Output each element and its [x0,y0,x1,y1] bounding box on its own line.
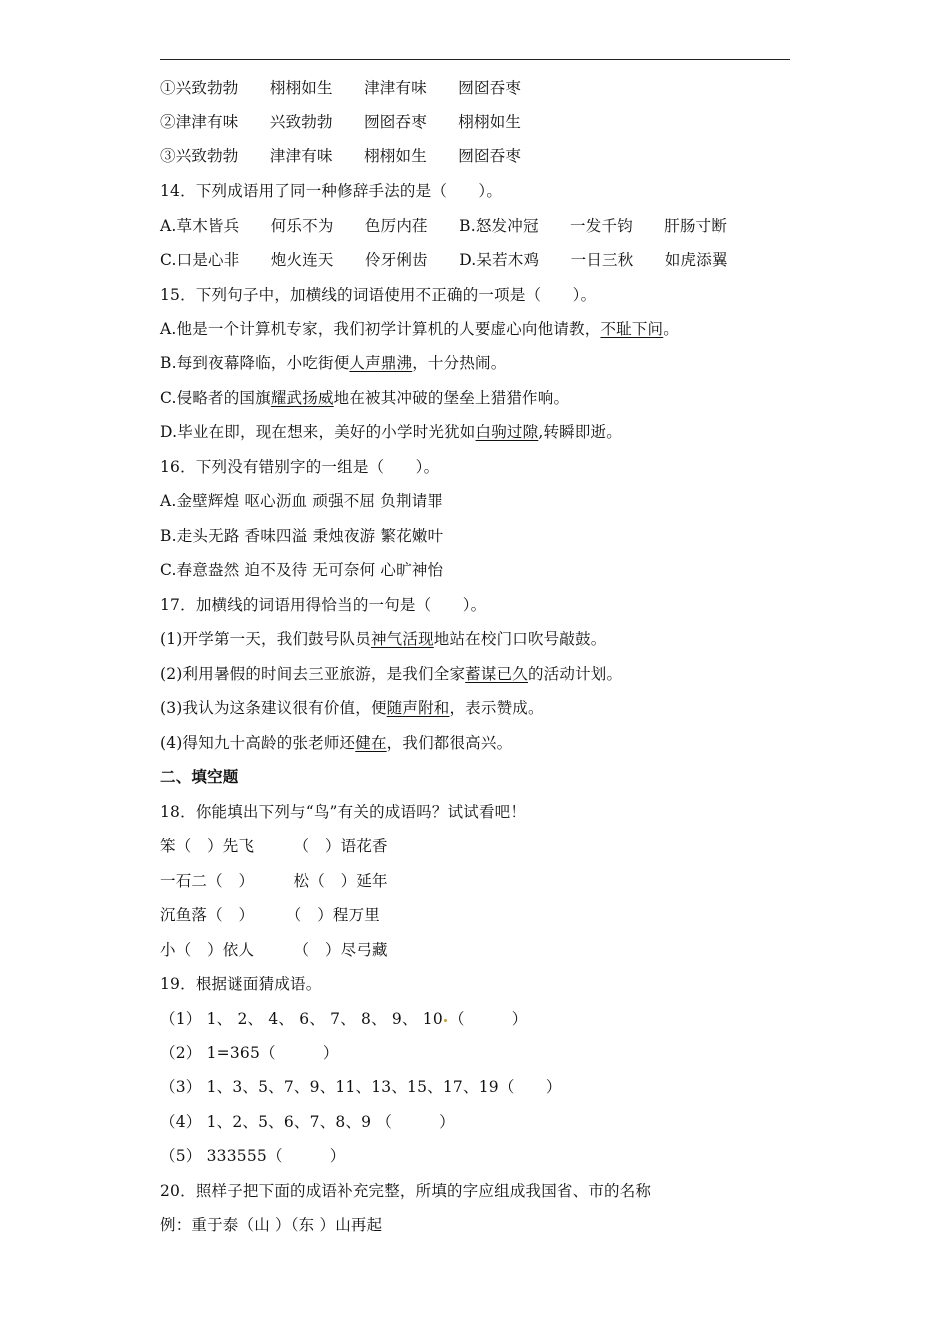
header-rule [160,59,790,60]
underlined-word: 蓄谋已久 [465,665,528,683]
q18-row-1: 笨（ ）先飞 （ ）语花香 [160,837,388,855]
q17-sentence-4: (4)得知九十高龄的张老师还健在，我们都很高兴。 [160,734,513,752]
q17-sentence-2: (2)利用暑假的时间去三亚旅游，是我们全家蓄谋已久的活动计划。 [160,665,623,683]
underlined-word: 随声附和 [386,699,450,717]
q17-sentence-3: (3)我认为这条建议很有价值，便随声附和，表示赞成。 [160,699,544,717]
q15-option-d: D.毕业在即，现在想来，美好的小学时光犹如白驹过隙,转瞬即逝。 [160,423,622,441]
q15-option-c: C.侵略者的国旗耀武扬威地在被其冲破的堡垒上猎猎作响。 [160,389,570,407]
q14-options-cd: C.口是心非 炮火连天 伶牙俐齿 D.呆若木鸡 一日三秋 如虎添翼 [160,251,728,269]
q20-example: 例：重于泰（山 ）（东 ）山再起 [160,1216,383,1234]
q19-item-5: （5） 333555（ ） [160,1147,346,1165]
q13-option-3: ③兴致勃勃 津津有味 栩栩如生 囫囵吞枣 [160,147,522,165]
q16-option-c: C.春意盎然 迫不及待 无可奈何 心旷神怡 [160,561,444,579]
underlined-word: 不耻下问 [600,320,664,338]
q18-row-2: 一石二（ ） 松（ ）延年 [160,872,388,890]
underlined-word: 耀武扬威 [270,389,334,407]
q13-option-2: ②津津有味 兴致勃勃 囫囵吞枣 栩栩如生 [160,113,522,131]
q18-row-3: 沉鱼落（ ） （ ）程万里 [160,906,381,924]
q16-option-a: A.金壁辉煌 呕心沥血 顽强不屈 负荆请罪 [160,492,444,510]
q14-options-ab: A.草木皆兵 何乐不为 色厉内荏 B.怒发冲冠 一发千钧 肝肠寸断 [160,217,728,235]
underlined-word: 神气活现 [370,630,434,648]
q15-stem: 15．下列句子中，加横线的词语使用不正确的一项是（ ）。 [160,286,597,304]
underlined-word: 健在 [355,734,387,752]
q20-stem: 20．照样子把下面的成语补充完整，所填的字应组成我国省、市的名称 [160,1182,652,1200]
q13-option-1: ①兴致勃勃 栩栩如生 津津有味 囫囵吞枣 [160,79,522,97]
q15-option-b: B.每到夜幕降临，小吃街便人声鼎沸，十分热闹。 [160,354,507,372]
q18-stem: 18．你能填出下列与“鸟”有关的成语吗？试试看吧！ [160,803,527,821]
q16-option-b: B.走头无路 香味四溢 秉烛夜游 繁花嫩叶 [160,527,444,545]
q15-option-a: A.他是一个计算机专家，我们初学计算机的人要虚心向他请教，不耻下问。 [160,320,679,338]
q19-stem: 19．根据谜面猜成语。 [160,975,322,993]
q18-row-4: 小（ ）依人 （ ）尽弓藏 [160,941,388,959]
dot-mark [444,1019,447,1022]
section-heading: 二、填空题 [160,768,239,786]
q14-stem: 14．下列成语用了同一种修辞手法的是（ ）。 [160,182,503,200]
q17-stem: 17．加横线的词语用得恰当的一句是（ ）。 [160,596,487,614]
q19-item-2: （2） 1=365（ ） [160,1044,339,1062]
q19-item-4: （4） 1、2、5、6、7、8、9 （ ） [160,1113,455,1131]
q16-stem: 16．下列没有错别字的一组是（ ）。 [160,458,440,476]
q19-item-1: （1） 1、 2、 4、 6、 7、 8、 9、 10 （ ） [160,1010,528,1028]
q19-item-3: （3） 1、3、5、7、9、11、13、15、17、19（ ） [160,1078,562,1096]
underlined-word: 人声鼎沸 [349,354,413,372]
underlined-word: 白驹过隙 [475,423,539,441]
q17-sentence-1: (1)开学第一天，我们鼓号队员神气活现地站在校门口吹号敲鼓。 [160,630,607,648]
